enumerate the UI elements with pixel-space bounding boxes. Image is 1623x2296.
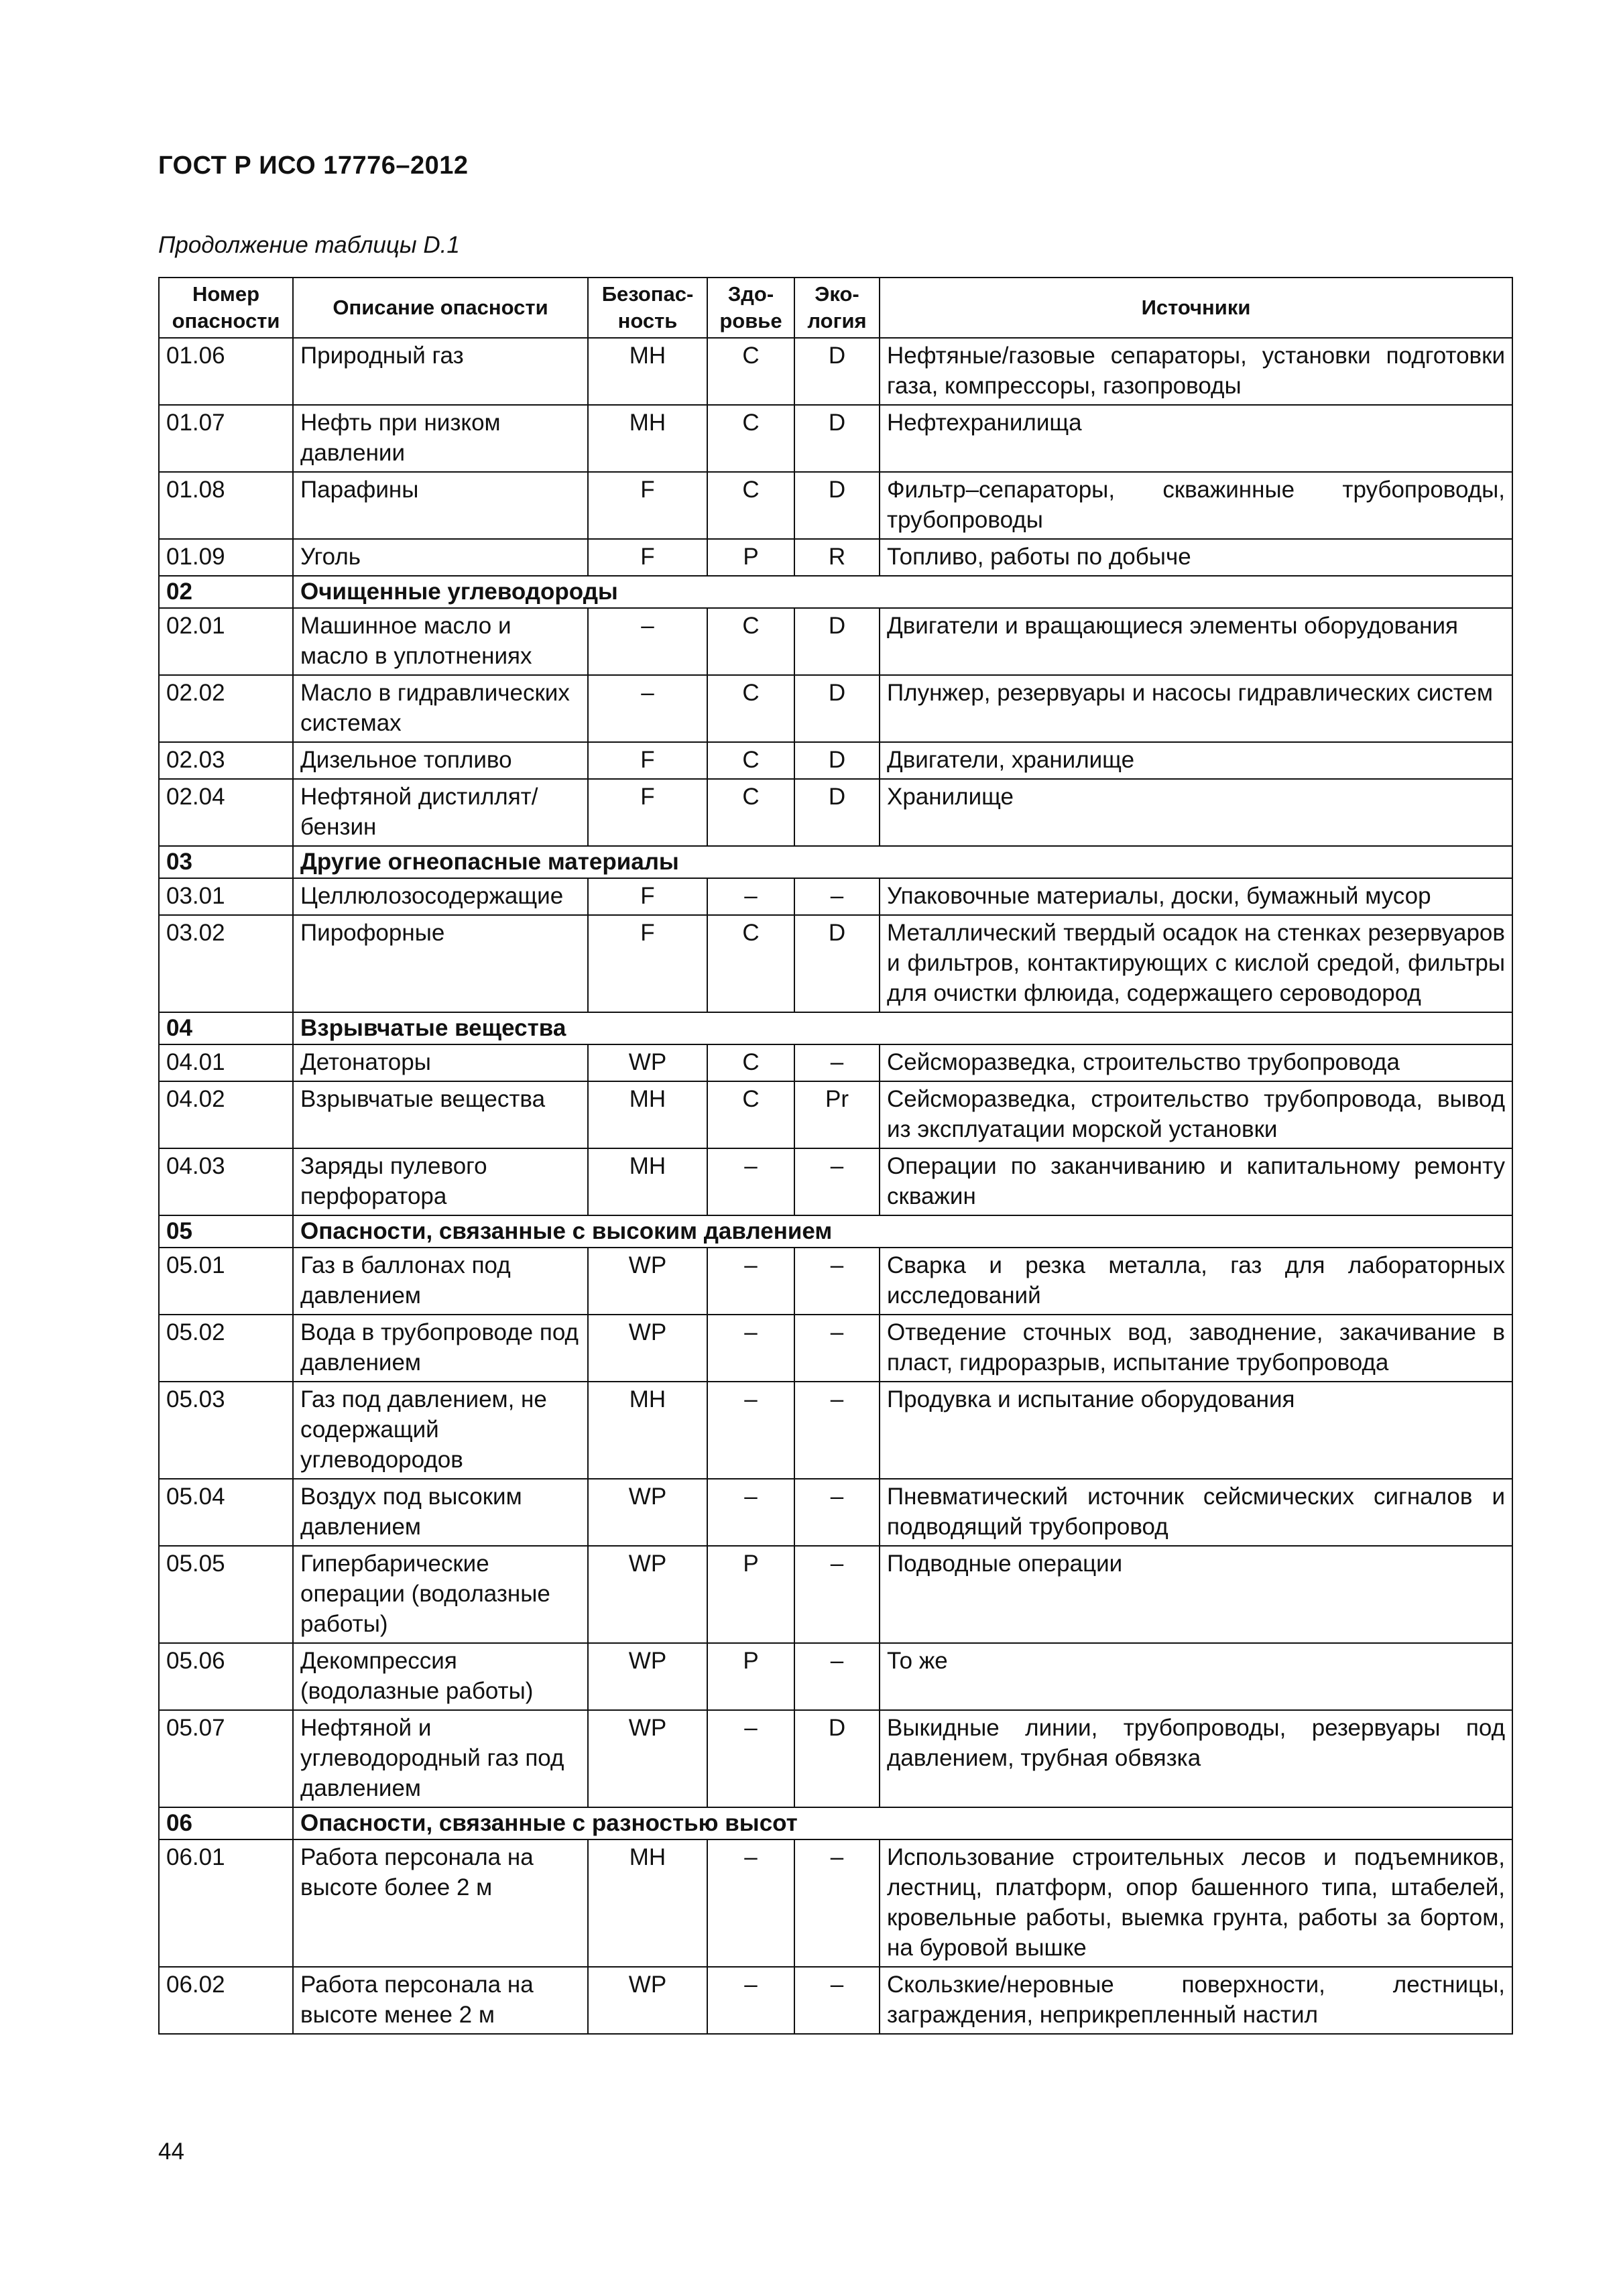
hazard-description-cell: Заряды пулевого перфоратора [293,1148,588,1215]
safety-cell: MH [588,338,707,405]
table-row [159,1479,1512,1546]
hazard-description-cell: Нефть при низком давлении [293,405,588,472]
health-cell: C [707,405,794,472]
safety-cell: MH [588,1382,707,1479]
safety-cell: WP [588,1248,707,1315]
safety-cell: WP [588,1643,707,1710]
sources-cell: Продувка и испытание оборудования [880,1382,1512,1479]
table-group-row [159,1012,1512,1044]
hazard-description-cell: Нефтяной дистиллят/ бензин [293,779,588,846]
ecology-cell: D [794,915,880,1012]
table-group-row [159,1807,1512,1839]
hazard-code-cell: 02.01 [159,608,293,675]
table-group-row [159,1215,1512,1248]
safety-cell: WP [588,1546,707,1643]
ecology-cell: D [794,1710,880,1807]
hazard-code-cell: 05.06 [159,1643,293,1710]
safety-cell: F [588,742,707,779]
sources-cell: Пневматический источник сейсмических сигналов и подводящий трубопровод [880,1479,1512,1546]
safety-cell: WP [588,1315,707,1382]
health-cell: C [707,338,794,405]
hazard-code-cell: 01.07 [159,405,293,472]
group-code-cell: 05 [159,1215,293,1248]
hazard-code-cell: 05.03 [159,1382,293,1479]
health-cell: – [707,1839,794,1967]
health-cell: P [707,539,794,576]
table-row [159,1248,1512,1315]
safety-cell: MH [588,1148,707,1215]
table-row [159,1643,1512,1710]
table-caption: Продолжение таблицы D.1 [158,232,460,258]
hazard-code-cell: 02.04 [159,779,293,846]
hazard-description-cell: Воздух под высоким давлением [293,1479,588,1546]
sources-cell: Операции по заканчиванию и капитальному ремонту скважин [880,1148,1512,1215]
health-cell: C [707,675,794,742]
hazard-description-cell: Парафины [293,472,588,539]
hazard-description-cell: Детонаторы [293,1044,588,1081]
ecology-cell: – [794,1839,880,1967]
health-cell: P [707,1643,794,1710]
column-header-sources: Источники [880,278,1512,338]
ecology-cell: D [794,608,880,675]
health-cell: C [707,1081,794,1148]
table-row [159,472,1512,539]
safety-cell: F [588,539,707,576]
health-cell: C [707,742,794,779]
ecology-cell: R [794,539,880,576]
ecology-cell: D [794,779,880,846]
hazard-code-cell: 05.02 [159,1315,293,1382]
hazard-code-cell: 01.06 [159,338,293,405]
health-cell: – [707,1315,794,1382]
ecology-cell: D [794,405,880,472]
sources-cell: Двигатели и вращающиеся элементы оборудования [880,608,1512,675]
group-title-cell: Опасности, связанные с разностью высот [293,1807,1512,1839]
safety-cell: MH [588,1839,707,1967]
sources-cell: Нефтяные/газовые сепараторы, установки подготовки газа, компрессоры, газопроводы [880,338,1512,405]
table-row [159,608,1512,675]
health-cell: C [707,472,794,539]
ecology-cell: D [794,472,880,539]
ecology-cell: D [794,675,880,742]
hazard-description-cell: Природный газ [293,338,588,405]
hazard-description-cell: Нефтяной и углеводородный газ под давлением [293,1710,588,1807]
table-body [159,338,1512,2034]
ecology-cell: D [794,742,880,779]
ecology-cell: – [794,878,880,915]
table-header-row [159,278,1512,338]
column-header-safety: Безопас-ность [588,278,707,338]
safety-cell: F [588,915,707,1012]
ecology-cell: Pr [794,1081,880,1148]
hazard-code-cell: 06.01 [159,1839,293,1967]
sources-cell: Использование строительных лесов и подъемников, лестниц, платформ, опор башенного типа, штабелей, кровельные работы, выемка грунта, работы за бортом, на буровой вышке [880,1839,1512,1967]
group-title-cell: Взрывчатые вещества [293,1012,1512,1044]
ecology-cell: – [794,1248,880,1315]
ecology-cell: D [794,338,880,405]
safety-cell: F [588,472,707,539]
sources-cell: Сейсморазведка, строительство трубопровода [880,1044,1512,1081]
hazard-code-cell: 04.01 [159,1044,293,1081]
column-header-ecology: Эко-логия [794,278,880,338]
hazard-description-cell: Пирофорные [293,915,588,1012]
table-row [159,675,1512,742]
health-cell: C [707,779,794,846]
table-row [159,1315,1512,1382]
table-row [159,1967,1512,2034]
sources-cell: Сварка и резка металла, газ для лабораторных исследований [880,1248,1512,1315]
health-cell: – [707,878,794,915]
ecology-cell: – [794,1315,880,1382]
sources-cell: Нефтехранилища [880,405,1512,472]
sources-cell: Двигатели, хранилище [880,742,1512,779]
hazard-table [158,277,1513,2035]
hazard-description-cell: Газ в баллонах под давлением [293,1248,588,1315]
hazard-description-cell: Машинное масло и масло в уплотнениях [293,608,588,675]
health-cell: – [707,1967,794,2034]
ecology-cell: – [794,1967,880,2034]
hazard-description-cell: Целлюлозосодержащие [293,878,588,915]
column-header-description: Описание опасности [293,278,588,338]
table-row [159,405,1512,472]
table-group-row [159,576,1512,608]
hazard-code-cell: 02.03 [159,742,293,779]
hazard-code-cell: 04.02 [159,1081,293,1148]
column-header-code: Номер опасности [159,278,293,338]
sources-cell: Подводные операции [880,1546,1512,1643]
sources-cell: Топливо, работы по добыче [880,539,1512,576]
table-group-row [159,846,1512,878]
ecology-cell: – [794,1382,880,1479]
health-cell: P [707,1546,794,1643]
group-title-cell: Опасности, связанные с высоким давлением [293,1215,1512,1248]
group-code-cell: 04 [159,1012,293,1044]
hazard-description-cell: Гипербарические операции (водолазные работы) [293,1546,588,1643]
safety-cell: – [588,608,707,675]
hazard-description-cell: Вода в трубопроводе под давлением [293,1315,588,1382]
hazard-description-cell: Работа персонала на высоте менее 2 м [293,1967,588,2034]
group-code-cell: 02 [159,576,293,608]
table-row [159,915,1512,1012]
group-code-cell: 06 [159,1807,293,1839]
hazard-code-cell: 05.04 [159,1479,293,1546]
document-title: ГОСТ Р ИСО 17776–2012 [158,152,469,180]
hazard-code-cell: 02.02 [159,675,293,742]
hazard-description-cell: Масло в гидравлических системах [293,675,588,742]
hazard-description-cell: Газ под давлением, не содержащий углеводородов [293,1382,588,1479]
table-row [159,1839,1512,1967]
table-row [159,539,1512,576]
health-cell: C [707,915,794,1012]
safety-cell: WP [588,1710,707,1807]
health-cell: – [707,1479,794,1546]
hazard-code-cell: 01.09 [159,539,293,576]
ecology-cell: – [794,1148,880,1215]
hazard-description-cell: Взрывчатые вещества [293,1081,588,1148]
sources-cell: Упаковочные материалы, доски, бумажный мусор [880,878,1512,915]
table-row [159,1044,1512,1081]
hazard-description-cell: Уголь [293,539,588,576]
sources-cell: Сейсморазведка, строительство трубопровода, вывод из эксплуатации морской установки [880,1081,1512,1148]
group-title-cell: Другие огнеопасные материалы [293,846,1512,878]
ecology-cell: – [794,1044,880,1081]
hazard-description-cell: Дизельное топливо [293,742,588,779]
sources-cell: Отведение сточных вод, заводнение, закачивание в пласт, гидроразрыв, испытание трубопровода [880,1315,1512,1382]
ecology-cell: – [794,1479,880,1546]
safety-cell: WP [588,1967,707,2034]
table-row [159,779,1512,846]
table-row [159,742,1512,779]
health-cell: – [707,1710,794,1807]
safety-cell: MH [588,405,707,472]
hazard-description-cell: Работа персонала на высоте более 2 м [293,1839,588,1967]
ecology-cell: – [794,1643,880,1710]
sources-cell: Выкидные линии, трубопроводы, резервуары под давлением, трубная обвязка [880,1710,1512,1807]
health-cell: – [707,1382,794,1479]
health-cell: C [707,608,794,675]
hazard-code-cell: 04.03 [159,1148,293,1215]
hazard-code-cell: 03.01 [159,878,293,915]
health-cell: C [707,1044,794,1081]
safety-cell: WP [588,1479,707,1546]
hazard-code-cell: 05.05 [159,1546,293,1643]
table-row [159,1382,1512,1479]
hazard-code-cell: 03.02 [159,915,293,1012]
sources-cell: Металлический твердый осадок на стенках резервуаров и фильтров, контактирующих с кислой средой, фильтры для очистки флюида, содержащего сероводород [880,915,1512,1012]
sources-cell: Фильтр–сепараторы, скважинные трубопроводы, трубопроводы [880,472,1512,539]
safety-cell: WP [588,1044,707,1081]
sources-cell: Скользкие/неровные поверхности, лестницы, заграждения, неприкрепленный настил [880,1967,1512,2034]
hazard-description-cell: Декомпрессия (водолазные работы) [293,1643,588,1710]
ecology-cell: – [794,1546,880,1643]
table-row [159,338,1512,405]
group-code-cell: 03 [159,846,293,878]
hazard-code-cell: 05.01 [159,1248,293,1315]
group-title-cell: Очищенные углеводороды [293,576,1512,608]
table-row [159,1710,1512,1807]
table-row [159,1148,1512,1215]
table-row [159,1546,1512,1643]
table-row [159,1081,1512,1148]
sources-cell: Плунжер, резервуары и насосы гидравлических систем [880,675,1512,742]
hazard-code-cell: 06.02 [159,1967,293,2034]
column-header-health: Здо-ровье [707,278,794,338]
safety-cell: – [588,675,707,742]
health-cell: – [707,1148,794,1215]
sources-cell: Хранилище [880,779,1512,846]
safety-cell: F [588,779,707,846]
safety-cell: F [588,878,707,915]
hazard-code-cell: 01.08 [159,472,293,539]
page-number: 44 [158,2138,184,2165]
safety-cell: MH [588,1081,707,1148]
hazard-code-cell: 05.07 [159,1710,293,1807]
health-cell: – [707,1248,794,1315]
sources-cell: То же [880,1643,1512,1710]
table-row [159,878,1512,915]
